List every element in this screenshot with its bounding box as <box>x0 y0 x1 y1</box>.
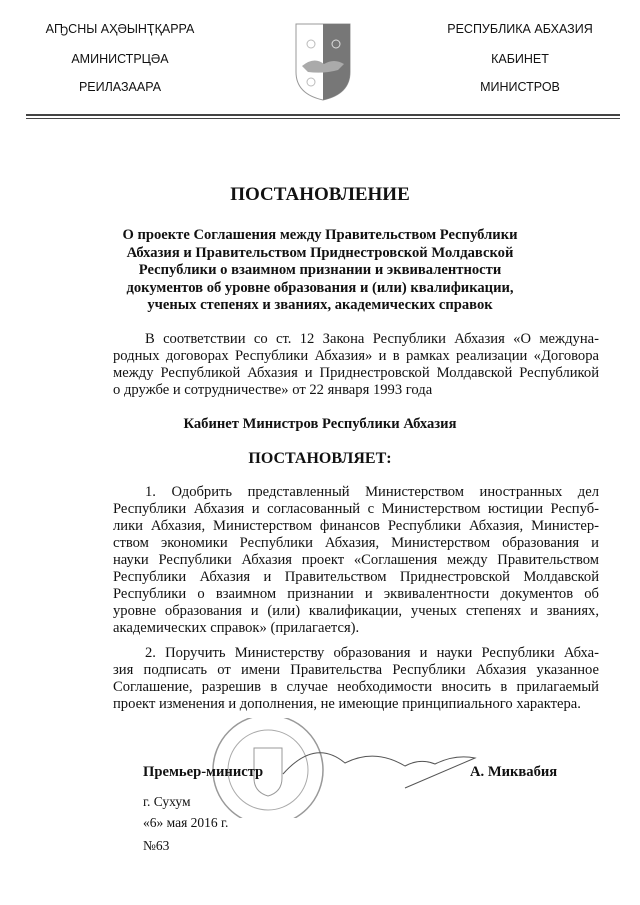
item-line: Соглашение, разрешив в случае необходимости вносить в прилагаемый <box>113 679 599 695</box>
item-line: проект изменения и дополнения, не имеющие принципиального характера. <box>113 696 581 712</box>
item-line: ством экономики Республики Абхазия, Министерством образования и <box>113 535 599 551</box>
header-divider <box>26 114 620 116</box>
item-line: 1. Одобрить представленный Министерством иностранных дел <box>145 484 599 500</box>
header-right-line-3: МИНИСТРОВ <box>480 80 560 94</box>
preamble-line: В соответствии со ст. 12 Закона Республики Абхазия «О междуна- <box>145 331 599 347</box>
item-line: зия подписать от имени Правительства Республики Абхазия указанное <box>113 662 599 678</box>
item-line: академических справок» (прилагается). <box>113 620 360 636</box>
document-title: ПОСТАНОВЛЕНИЕ <box>230 184 410 205</box>
item-line: 2. Поручить Министерству образования и науки Республики Абха- <box>145 645 599 661</box>
place: г. Сухум <box>143 794 191 809</box>
header-right-line-2: КАБИНЕТ <box>491 52 549 66</box>
item-line: лики Абхазия, Министерством финансов Республики Абхазия, Министер- <box>113 518 599 534</box>
header-right-line-1: РЕСПУБЛИКА АБХАЗИЯ <box>447 22 593 36</box>
header-left-line-3: РЕИЛАЗААРА <box>78 80 162 94</box>
preamble-line: между Республикой Абхазия и Приднестровской Молдавской Республикой <box>113 365 599 381</box>
issuer: Кабинет Министров Республики Абхазия <box>183 416 457 432</box>
subject-line: О проекте Соглашения между Правительством Республики <box>122 227 518 243</box>
header-left-line-1: АҦСНЫ АҲӘЫНҬҚАРРА <box>45 22 195 36</box>
subject-line: ученых степенях и званиях, академических справок <box>147 297 493 313</box>
item-line: науки Республики Абхазия проект «Соглашения между Правительством <box>113 552 599 568</box>
signatory-position: Премьер-министр <box>143 764 264 780</box>
preamble-line: о дружбе и сотрудничестве» от 22 января 1993 года <box>113 382 433 398</box>
item-line: Республики Абхазия и согласованный с Министерством юстиции Респуб- <box>113 501 599 517</box>
subject-line: Абхазия и Правительством Приднестровской Молдавской <box>126 244 514 261</box>
subject-line: документов об уровне образования и (или) квалификации, <box>126 279 514 296</box>
item-line: Республики Абхазия и Правительством Приднестровской Молдавской <box>113 569 599 585</box>
subject-line: Республики о взаимном признании и эквивалентности <box>138 262 502 278</box>
item-line: Республики о взаимном признании и эквивалентности документов об <box>113 586 599 602</box>
resolves-heading: ПОСТАНОВЛЯЕТ: <box>248 450 392 467</box>
handwritten-signature-icon <box>283 753 475 788</box>
header-divider-thin <box>26 118 620 119</box>
date: «6» мая 2016 г. <box>143 815 229 830</box>
document-subject <box>0 227 640 315</box>
coat-of-arms-icon <box>294 22 352 102</box>
document-number: №63 <box>143 838 170 853</box>
preamble-line: родных договорах Республики Абхазия» и в рамках реализации «Договора <box>113 348 599 364</box>
signatory-name: А. Миквабия <box>470 764 558 780</box>
item-line: уровне образования и (или) квалификации, ученых степенях и званиях, <box>113 603 599 619</box>
header-left-line-2: АМИНИСТРЦӘА <box>71 52 169 66</box>
